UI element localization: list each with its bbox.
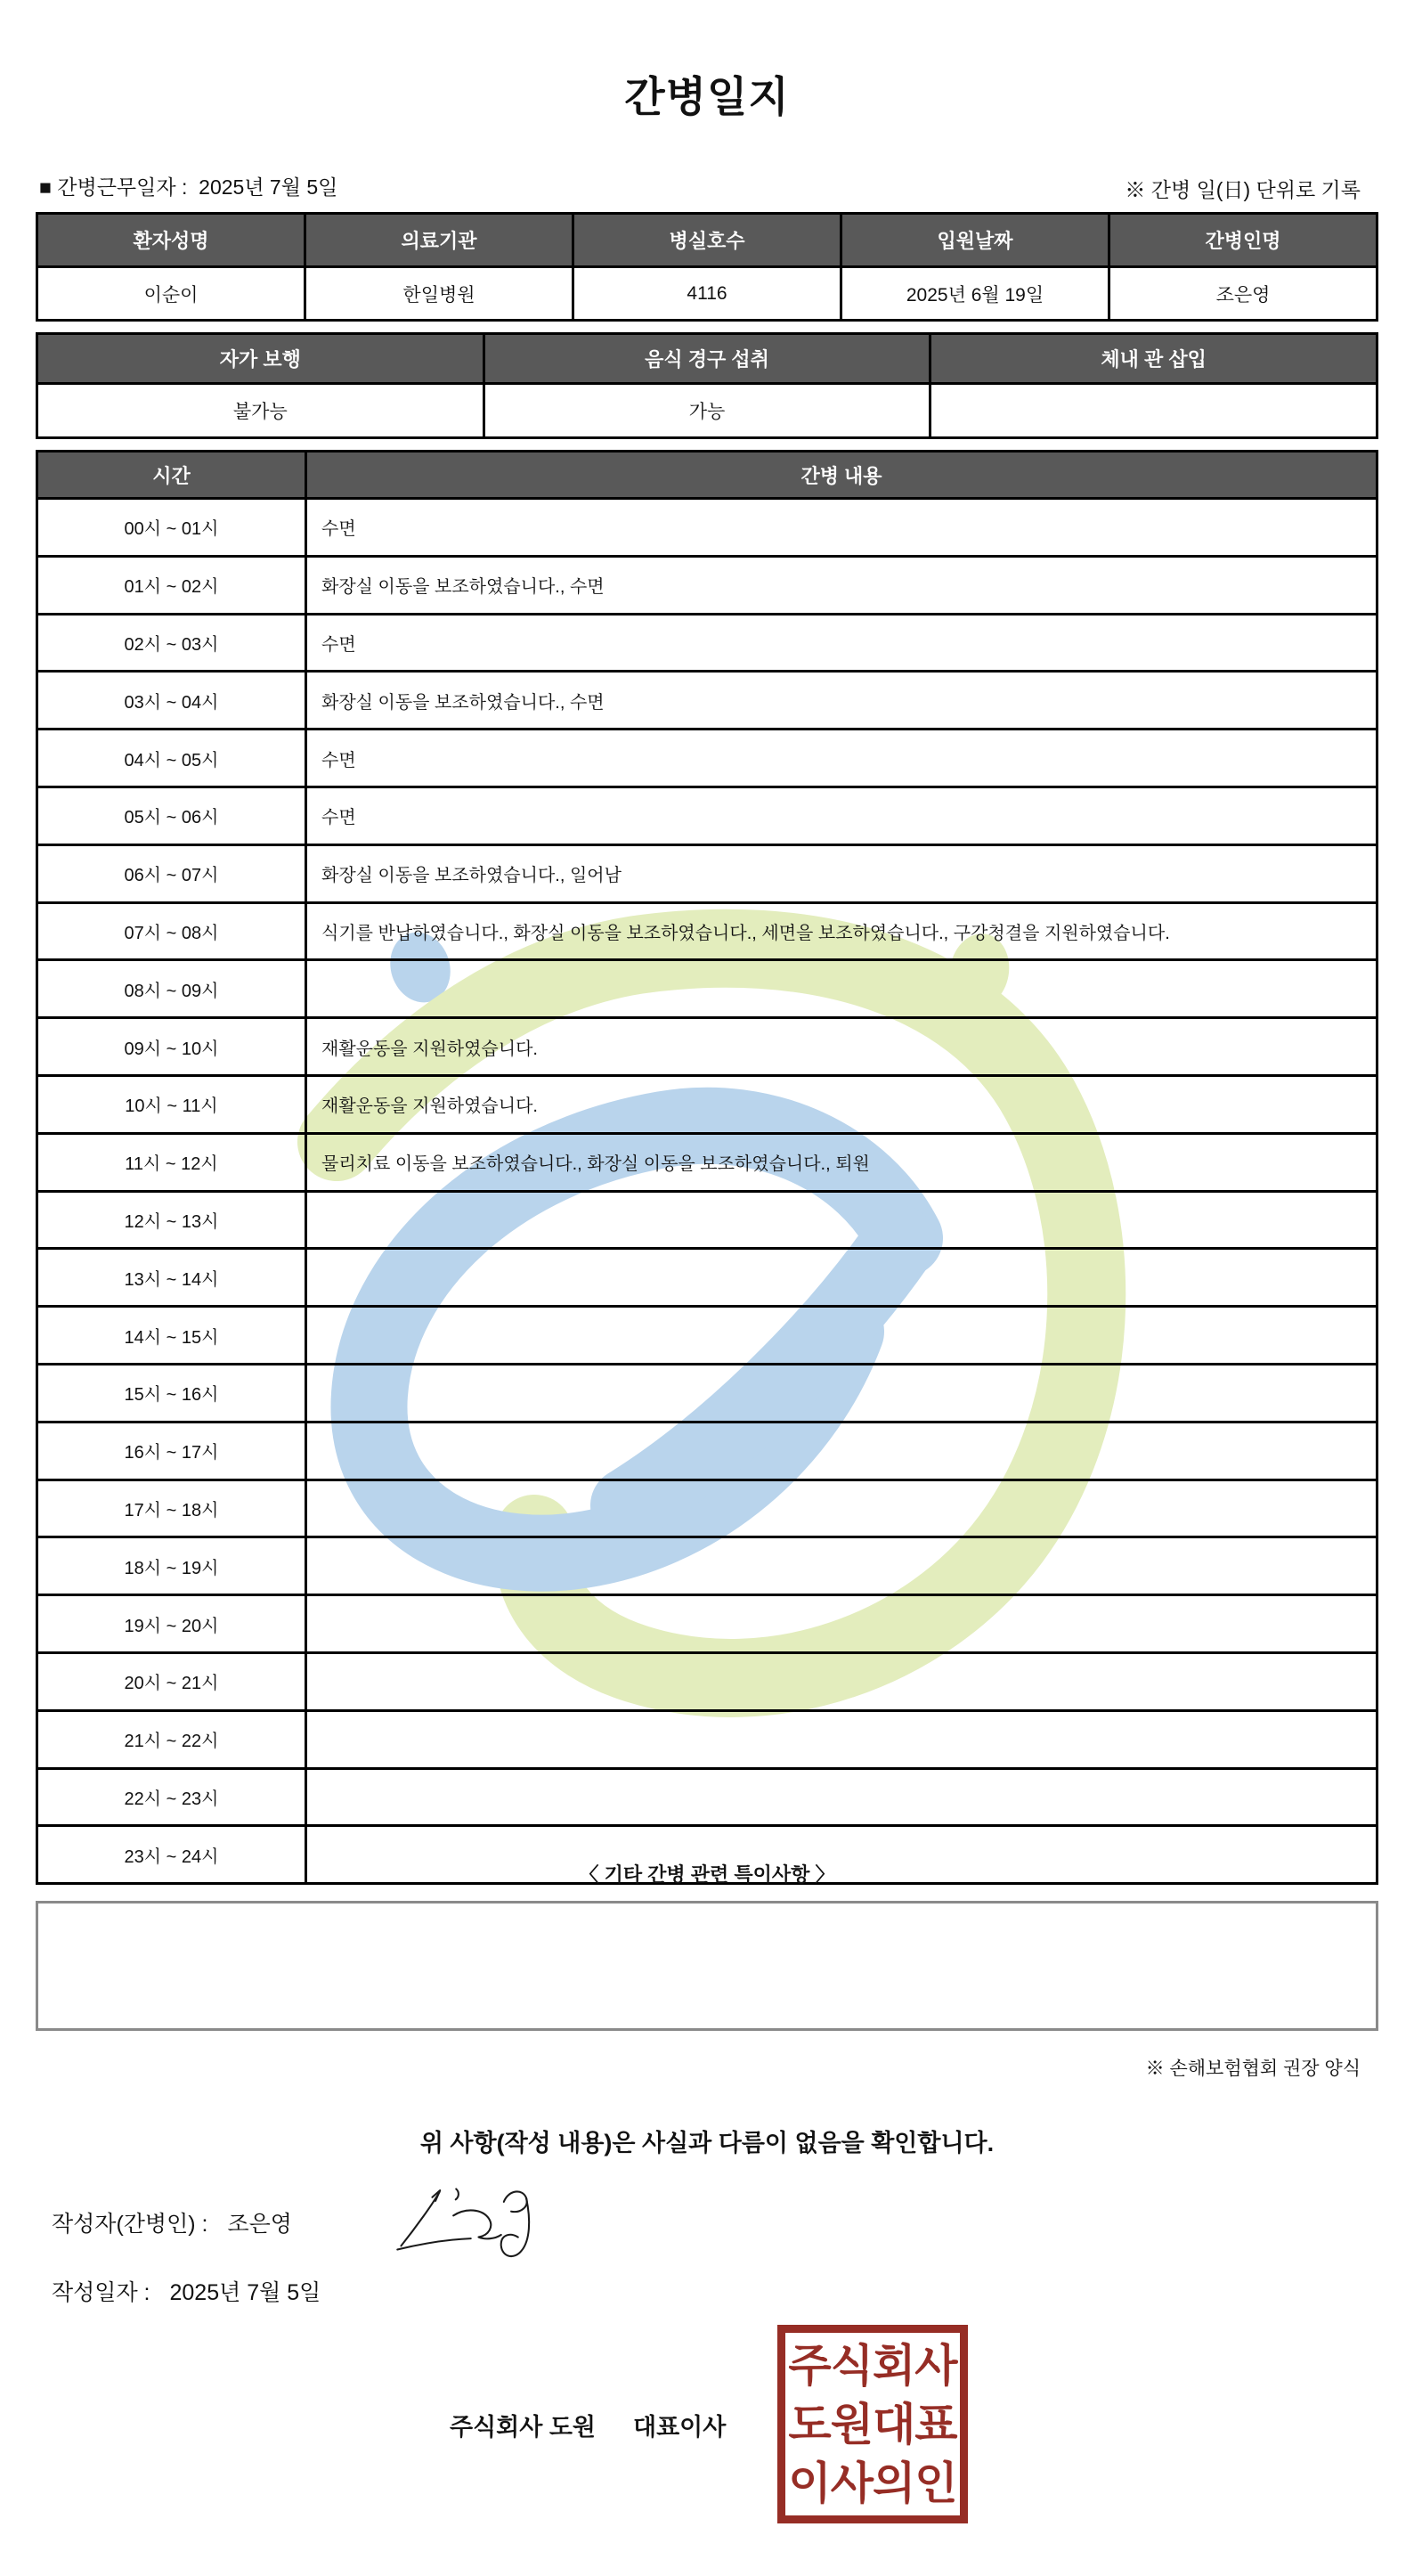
care-content: 재활운동을 지원하였습니다. (306, 1018, 1377, 1076)
care-content (306, 1249, 1377, 1307)
work-date-line (39, 171, 337, 200)
care-row (37, 1307, 1377, 1365)
care-content (306, 1595, 1377, 1653)
care-content: 수면 (306, 614, 1377, 672)
care-row (37, 1480, 1377, 1537)
care-time: 13시 ~ 14시 (37, 1249, 306, 1307)
care-row (37, 1018, 1377, 1076)
care-time: 14시 ~ 15시 (37, 1307, 306, 1365)
col-admission-date: 입원날짜 (841, 214, 1109, 267)
care-content: 식기를 반납하였습니다., 화장실 이동을 보조하였습니다., 세면을 보조하였습니다., 구강청결을 지원하였습니다. (306, 902, 1377, 960)
care-content: 수면 (306, 787, 1377, 844)
care-content (306, 1480, 1377, 1537)
care-row (37, 1249, 1377, 1307)
status-value-row (37, 384, 1377, 438)
write-date-line (52, 2275, 321, 2307)
care-row (37, 614, 1377, 672)
care-row (37, 960, 1377, 1018)
care-time: 20시 ~ 21시 (37, 1652, 306, 1710)
work-date-value: 2025년 7월 5일 (199, 175, 338, 199)
company-title: 대표이사 (633, 2414, 727, 2441)
col-hospital: 의료기관 (305, 214, 573, 267)
col-self-walking: 자가 보행 (37, 334, 484, 384)
confirmation-statement: 위 사항(작성 내용)은 사실과 다름이 없음을 확인합니다. (419, 2130, 995, 2156)
caregiver-signature (388, 2175, 540, 2264)
care-time: 06시 ~ 07시 (37, 844, 306, 902)
corporate-seal-stamp (777, 2325, 968, 2523)
care-time: 18시 ~ 19시 (37, 1537, 306, 1595)
self-walking-value: 불가능 (37, 384, 484, 438)
room-number: 4116 (573, 267, 841, 321)
care-time: 17시 ~ 18시 (37, 1480, 306, 1537)
oral-intake-value: 가능 (484, 384, 930, 438)
seal-line: 도원대표 (788, 2399, 957, 2450)
care-content (306, 1652, 1377, 1710)
write-date-value: 2025년 7월 5일 (169, 2280, 321, 2305)
col-care-content: 간병 내용 (306, 452, 1377, 499)
care-row (37, 902, 1377, 960)
care-time: 08시 ~ 09시 (37, 960, 306, 1018)
care-row (37, 787, 1377, 844)
hospital-name: 한일병원 (305, 267, 573, 321)
care-row (37, 1075, 1377, 1133)
care-row (37, 1364, 1377, 1422)
special-notes-box (36, 1901, 1378, 2031)
care-row (37, 1768, 1377, 1826)
page-title: 간병일지 (624, 73, 790, 120)
care-content (306, 1364, 1377, 1422)
col-tube-insertion: 체내 관 삽입 (930, 334, 1377, 384)
company-line (450, 2408, 726, 2442)
patient-name: 이순이 (37, 267, 305, 321)
col-patient-name: 환자성명 (37, 214, 305, 267)
care-content: 수면 (306, 730, 1377, 787)
care-content: 재활운동을 지원하였습니다. (306, 1075, 1377, 1133)
seal-line: 주식회사 (788, 2340, 957, 2391)
care-time: 07시 ~ 08시 (37, 902, 306, 960)
col-caregiver: 간병인명 (1109, 214, 1377, 267)
care-row (37, 1595, 1377, 1653)
col-room: 병실호수 (573, 214, 841, 267)
care-content (306, 1307, 1377, 1365)
status-header-row (37, 334, 1377, 384)
care-row (37, 499, 1377, 557)
special-notes-heading: 〈 기타 간병 관련 특이사항 〉 (579, 1863, 835, 1886)
care-time: 04시 ~ 05시 (37, 730, 306, 787)
care-row (37, 1710, 1377, 1768)
care-time: 02시 ~ 03시 (37, 614, 306, 672)
patient-info-table (36, 212, 1378, 322)
care-row (37, 556, 1377, 614)
care-content: 수면 (306, 499, 1377, 557)
care-content (306, 960, 1377, 1018)
care-time: 10시 ~ 11시 (37, 1075, 306, 1133)
care-content: 화장실 이동을 보조하였습니다., 수면 (306, 556, 1377, 614)
hourly-care-table (36, 450, 1378, 1885)
writer-name: 조은영 (227, 2212, 292, 2237)
recommended-form-note: ※ 손해보험협회 권장 양식 (1145, 2058, 1361, 2079)
care-content: 화장실 이동을 보조하였습니다., 수면 (306, 672, 1377, 730)
care-time: 00시 ~ 01시 (37, 499, 306, 557)
writer-line (52, 2206, 292, 2238)
care-content (306, 1191, 1377, 1249)
care-time: 15시 ~ 16시 (37, 1364, 306, 1422)
patient-status-table (36, 332, 1378, 439)
write-date-label: 작성일자 : (52, 2280, 150, 2305)
care-time: 16시 ~ 17시 (37, 1422, 306, 1480)
care-row (37, 844, 1377, 902)
care-time: 22시 ~ 23시 (37, 1768, 306, 1826)
care-time: 21시 ~ 22시 (37, 1710, 306, 1768)
seal-line: 이사의인 (788, 2458, 957, 2508)
care-content (306, 1422, 1377, 1480)
col-time: 시간 (37, 452, 306, 499)
care-content: 화장실 이동을 보조하였습니다., 일어남 (306, 844, 1377, 902)
care-time: 23시 ~ 24시 (37, 1826, 306, 1884)
col-oral-intake: 음식 경구 섭취 (484, 334, 930, 384)
care-time: 01시 ~ 02시 (37, 556, 306, 614)
care-time: 05시 ~ 06시 (37, 787, 306, 844)
care-row (37, 672, 1377, 730)
care-content: 물리치료 이동을 보조하였습니다., 화장실 이동을 보조하였습니다., 퇴원 (306, 1133, 1377, 1191)
writer-label: 작성자(간병인) : (52, 2212, 208, 2237)
unit-note: ※ 간병 일(日) 단위로 기록 (1125, 178, 1361, 201)
caregiver-name: 조은영 (1109, 267, 1377, 321)
care-row (37, 1537, 1377, 1595)
care-content (306, 1768, 1377, 1826)
work-date-label: ■ 간병근무일자 : (39, 175, 188, 199)
care-content (306, 1710, 1377, 1768)
patient-header-row (37, 214, 1377, 267)
company-name: 주식회사 도원 (450, 2414, 596, 2441)
care-row (37, 1422, 1377, 1480)
care-row (37, 1652, 1377, 1710)
care-row (37, 1133, 1377, 1191)
care-time: 11시 ~ 12시 (37, 1133, 306, 1191)
care-time: 03시 ~ 04시 (37, 672, 306, 730)
admission-date: 2025년 6월 19일 (841, 267, 1109, 321)
care-time: 09시 ~ 10시 (37, 1018, 306, 1076)
care-header-row (37, 452, 1377, 499)
care-row (37, 1191, 1377, 1249)
patient-value-row (37, 267, 1377, 321)
care-time: 12시 ~ 13시 (37, 1191, 306, 1249)
tube-insertion-value (930, 384, 1377, 438)
care-time: 19시 ~ 20시 (37, 1595, 306, 1653)
care-content (306, 1537, 1377, 1595)
care-row (37, 730, 1377, 787)
